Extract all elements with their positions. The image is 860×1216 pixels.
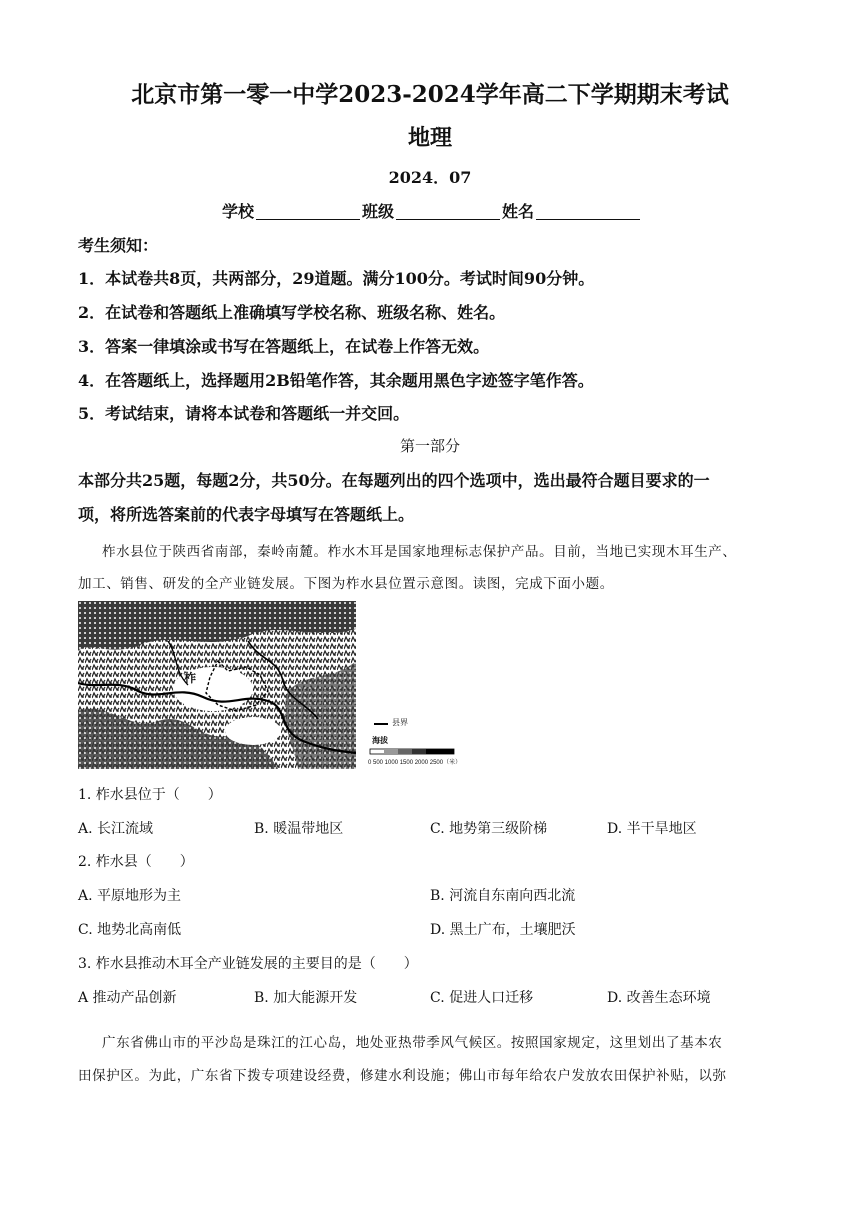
location-map-graphic bbox=[78, 601, 478, 769]
passage2-text: 田保护区。为此，广东省下拨专项建设经费，修建水利设施；佛山市每年给农户发放农田保护补贴，以弥 bbox=[78, 1068, 727, 1084]
legend-scale-ticks: 0 500 1000 1500 2000 2500（米） bbox=[368, 760, 462, 766]
part1-instruction: 本部分共25题，每题2分，共50分。在每题列出的四个选项中，选出最符合题目要求的一 bbox=[78, 471, 710, 490]
question-option: D. 黑土广布，土壤肥沃 bbox=[430, 922, 576, 938]
question-option: D. 改善生态环境 bbox=[607, 990, 711, 1006]
class-label: 班级 bbox=[362, 202, 395, 221]
location-map bbox=[78, 601, 478, 769]
part1-heading: 第一部分 bbox=[399, 437, 460, 455]
passage1-text: 柞水县位于陕西省南部，秦岭南麓。柞水木耳是国家地理标志保护产品。目前，当地已实现木耳生产、 bbox=[102, 544, 737, 560]
question-option: A. 长江流域 bbox=[78, 821, 154, 837]
notice-item: 3．答案一律填涂或书写在答题纸上，在试卷上作答无效。 bbox=[78, 337, 490, 356]
notice-heading: 考生须知： bbox=[78, 236, 159, 255]
legend-elevation: 海拔 bbox=[372, 735, 388, 745]
question-option: B. 河流自东南向西北流 bbox=[430, 888, 576, 904]
question-option: D. 半干旱地区 bbox=[607, 821, 697, 837]
notice-item: 5．考试结束，请将本试卷和答题纸一并交回。 bbox=[78, 404, 410, 423]
legend-boundary: 县界 bbox=[392, 718, 408, 727]
school-label: 学校 bbox=[222, 202, 255, 221]
name-blank[interactable] bbox=[536, 203, 640, 220]
passage2-text: 广东省佛山市的平沙岛是珠江的江心岛，地处亚热带季风气候区。按照国家规定，这里划出了基本农 bbox=[102, 1035, 723, 1051]
class-blank[interactable] bbox=[396, 203, 500, 220]
exam-title: 北京市第一零一中学2023-2024学年高二下学期期末考试 bbox=[131, 81, 729, 108]
question-option: C. 促进人口迁移 bbox=[430, 990, 534, 1006]
question-stem: 1. 柞水县位于（ ） bbox=[78, 787, 222, 803]
notice-item: 2．在试卷和答题纸上准确填写学校名称、班级名称、姓名。 bbox=[78, 303, 506, 322]
passage1-text: 加工、销售、研发的全产业链发展。下图为柞水县位置示意图。读图，完成下面小题。 bbox=[78, 576, 614, 592]
question-option: A 推动产品创新 bbox=[78, 990, 177, 1006]
exam-date: 2024．07 bbox=[388, 168, 472, 187]
question-option: C. 地势第三级阶梯 bbox=[430, 821, 548, 837]
notice-item: 4．在答题纸上，选择题用2B铅笔作答，其余题用黑色字迹签字笔作答。 bbox=[78, 371, 594, 390]
question-option: A. 平原地形为主 bbox=[78, 888, 182, 904]
question-option: B. 暖温带地区 bbox=[254, 821, 344, 837]
notice-item: 1．本试卷共8页，共两部分，29道题。满分100分。考试时间90分钟。 bbox=[78, 269, 595, 288]
name-label: 姓名 bbox=[502, 202, 535, 221]
map-place-label: 柞 bbox=[184, 671, 197, 685]
question-stem: 2. 柞水县（ ） bbox=[78, 854, 194, 870]
question-option: B. 加大能源开发 bbox=[254, 990, 358, 1006]
info-fields bbox=[222, 199, 642, 222]
school-blank[interactable] bbox=[256, 203, 360, 220]
question-option: C. 地势北高南低 bbox=[78, 922, 182, 938]
question-stem: 3. 柞水县推动木耳全产业链发展的主要目的是（ ） bbox=[78, 956, 418, 972]
subject-title: 地理 bbox=[407, 125, 452, 151]
part1-instruction: 项，将所选答案前的代表字母填写在答题纸上。 bbox=[78, 505, 415, 524]
